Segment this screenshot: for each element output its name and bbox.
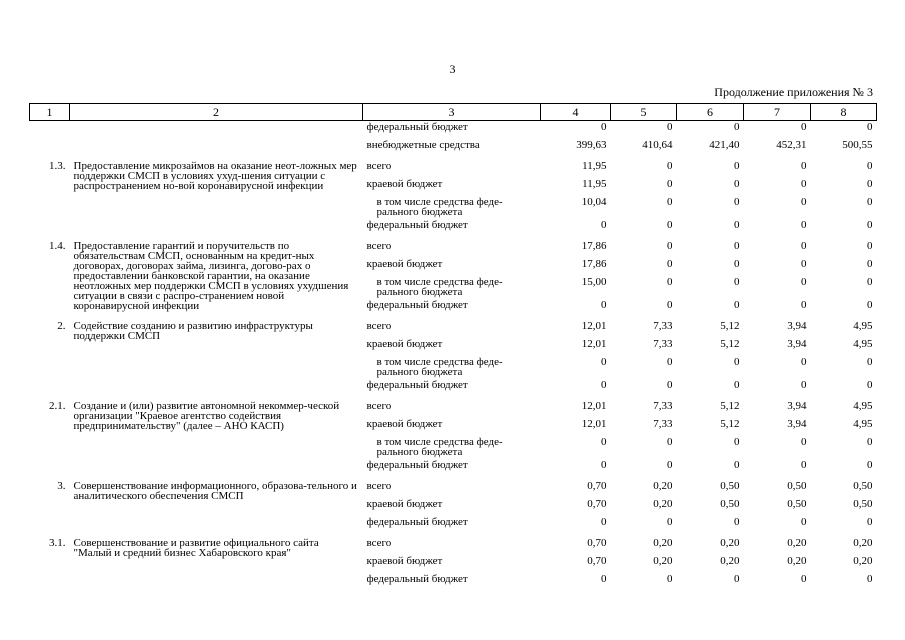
amount-cell: 5,12	[720, 338, 740, 350]
amount-cell: 0	[667, 196, 673, 208]
funding-source: всего	[366, 240, 392, 252]
amount-cell: 410,64	[642, 139, 673, 151]
funding-source: всего	[366, 480, 392, 492]
funding-source: федеральный бюджет	[366, 299, 468, 311]
column-header: 1	[30, 104, 70, 121]
funding-source: в том числе средства феде-рального бюджета	[376, 436, 503, 458]
amount-cell: 0	[734, 276, 740, 288]
amount-cell: 4,95	[853, 320, 873, 332]
amount-cell: 0	[734, 240, 740, 252]
amount-cell: 0,70	[587, 480, 607, 492]
funding-table	[29, 103, 877, 591]
amount-cell: 0	[667, 219, 673, 231]
amount-cell: 0,50	[787, 480, 807, 492]
amount-cell: 17,86	[581, 258, 607, 270]
amount-cell: 5,12	[720, 418, 740, 430]
amount-cell: 0	[867, 240, 873, 252]
amount-cell: 0	[734, 356, 740, 368]
amount-cell: 0	[867, 160, 873, 172]
item-name	[70, 139, 363, 157]
column-header: 4	[541, 104, 611, 121]
column-header: 5	[611, 104, 677, 121]
item-name: Совершенствование и развитие официального сайта "Малый и средний бизнес Хабаровского края"	[73, 537, 319, 559]
amount-cell: 0	[601, 436, 607, 448]
amount-cell: 0	[734, 379, 740, 391]
funding-source: всего	[366, 320, 392, 332]
amount-cell: 0	[667, 516, 673, 528]
amount-cell: 0	[801, 436, 807, 448]
funding-source: федеральный бюджет	[366, 573, 468, 585]
amount-cell: 3,94	[787, 418, 807, 430]
amount-cell: 0	[667, 240, 673, 252]
column-header: 3	[363, 104, 541, 121]
amount-cell: 0	[801, 459, 807, 471]
amount-cell: 0,20	[787, 537, 807, 549]
amount-cell: 0	[734, 160, 740, 172]
amount-cell: 0	[867, 459, 873, 471]
amount-cell: 0	[801, 121, 807, 133]
amount-cell: 0	[667, 258, 673, 270]
funding-source: федеральный бюджет	[366, 379, 468, 391]
amount-cell: 5,12	[720, 400, 740, 412]
amount-cell: 0	[801, 240, 807, 252]
amount-cell: 5,12	[720, 320, 740, 332]
item-name: Предоставление гарантий и поручительств по обязательствам СМСП, основанным на кредит-ных договорах, договорах займа, лизинга, догово-рах о предоставлении банковской гарантии, на оказание неотложных мер поддержки СМСП в условиях ухудшения ситуации в связи с распро-странением новой коронавирусной инфекции	[73, 240, 349, 312]
amount-cell: 0	[867, 516, 873, 528]
amount-cell: 0	[867, 299, 873, 311]
amount-cell: 0	[867, 258, 873, 270]
amount-cell: 7,33	[653, 418, 673, 430]
table-row	[30, 534, 877, 555]
amount-cell: 12,01	[581, 400, 607, 412]
amount-cell: 11,95	[582, 160, 607, 172]
page-number: 3	[449, 62, 456, 76]
funding-source: в том числе средства феде-рального бюджета	[376, 196, 503, 218]
amount-cell: 11,95	[582, 178, 607, 190]
amount-cell: 4,95	[853, 418, 873, 430]
funding-source: федеральный бюджет	[366, 516, 468, 528]
item-name: Содействие созданию и развитию инфраструктуры поддержки СМСП	[73, 320, 313, 342]
amount-cell: 0	[667, 356, 673, 368]
amount-cell: 0	[667, 459, 673, 471]
amount-cell: 0,20	[653, 555, 673, 567]
amount-cell: 0	[601, 516, 607, 528]
amount-cell: 0	[867, 379, 873, 391]
amount-cell: 0	[801, 178, 807, 190]
amount-cell: 7,33	[653, 320, 673, 332]
item-code	[30, 121, 70, 140]
amount-cell: 0	[734, 459, 740, 471]
item-code	[30, 139, 70, 157]
amount-cell: 0	[801, 160, 807, 172]
amount-cell: 0	[801, 573, 807, 585]
amount-cell: 0	[601, 356, 607, 368]
table-row	[30, 397, 877, 418]
amount-cell: 0	[601, 219, 607, 231]
funding-source: краевой бюджет	[366, 258, 443, 270]
amount-cell: 4,95	[853, 400, 873, 412]
amount-cell: 0	[801, 299, 807, 311]
table-row	[30, 317, 877, 338]
amount-cell: 0	[734, 436, 740, 448]
amount-cell: 0	[601, 459, 607, 471]
item-code: 1.3.	[49, 160, 66, 172]
column-header: 7	[744, 104, 811, 121]
amount-cell: 0	[667, 121, 673, 133]
amount-cell: 0	[867, 356, 873, 368]
amount-cell: 0	[734, 196, 740, 208]
amount-cell: 0	[601, 121, 607, 133]
amount-cell: 0	[667, 573, 673, 585]
amount-cell: 0	[801, 356, 807, 368]
funding-source: федеральный бюджет	[366, 459, 468, 471]
amount-cell: 0,70	[587, 537, 607, 549]
amount-cell: 0	[801, 516, 807, 528]
amount-cell: 0	[801, 219, 807, 231]
table-body	[30, 121, 877, 592]
amount-cell: 0,50	[853, 498, 873, 510]
amount-cell: 0	[667, 436, 673, 448]
amount-cell: 0,70	[587, 555, 607, 567]
table-row	[30, 157, 877, 178]
amount-cell: 3,94	[787, 400, 807, 412]
item-name	[70, 121, 363, 140]
amount-cell: 0	[601, 379, 607, 391]
funding-source: в том числе средства феде-рального бюджета	[376, 276, 503, 298]
amount-cell: 0	[667, 276, 673, 288]
funding-source: краевой бюджет	[366, 498, 443, 510]
amount-cell: 0,20	[653, 498, 673, 510]
amount-cell: 421,40	[709, 139, 740, 151]
funding-source: федеральный бюджет	[366, 121, 468, 133]
item-code: 1.4.	[49, 240, 66, 252]
amount-cell: 0	[867, 219, 873, 231]
item-code: 2.	[57, 320, 66, 332]
amount-cell: 0	[601, 299, 607, 311]
header-row	[30, 104, 877, 121]
amount-cell: 0,20	[720, 555, 740, 567]
column-header: 2	[70, 104, 363, 121]
table-row	[30, 139, 877, 157]
amount-cell: 0	[867, 196, 873, 208]
amount-cell: 0,20	[853, 555, 873, 567]
amount-cell: 0	[667, 160, 673, 172]
amount-cell: 0	[801, 276, 807, 288]
continuation-label: Продолжение приложения № 3	[714, 85, 873, 99]
amount-cell: 15,00	[581, 276, 607, 288]
amount-cell: 399,63	[576, 139, 607, 151]
amount-cell: 0	[601, 573, 607, 585]
amount-cell: 0	[801, 196, 807, 208]
funding-source: краевой бюджет	[366, 178, 443, 190]
amount-cell: 0	[667, 299, 673, 311]
amount-cell: 0	[734, 178, 740, 190]
amount-cell: 12,01	[581, 320, 607, 332]
item-name: Создание и (или) развитие автономной некоммер-ческой организации "Краевое агентство содействия предпринимательству" (далее – АНО КАСП)	[73, 400, 340, 432]
table-row	[30, 237, 877, 258]
amount-cell: 7,33	[653, 400, 673, 412]
amount-cell: 10,04	[581, 196, 607, 208]
column-header: 6	[677, 104, 744, 121]
amount-cell: 0	[867, 178, 873, 190]
amount-cell: 0	[734, 299, 740, 311]
amount-cell: 0	[667, 379, 673, 391]
amount-cell: 0	[734, 121, 740, 133]
amount-cell: 452,31	[776, 139, 807, 151]
amount-cell: 0,20	[853, 537, 873, 549]
amount-cell: 4,95	[853, 338, 873, 350]
amount-cell: 0,20	[653, 537, 673, 549]
amount-cell: 12,01	[581, 338, 607, 350]
item-name: Предоставление микрозаймов на оказание неот-ложных мер поддержки СМСП в условиях ухуд-шения ситуации с распространением но-вой коронавирусной инфекции	[73, 160, 357, 192]
amount-cell: 12,01	[581, 418, 607, 430]
funding-source: краевой бюджет	[366, 418, 443, 430]
amount-cell: 0	[734, 258, 740, 270]
funding-source: федеральный бюджет	[366, 219, 468, 231]
amount-cell: 0,50	[720, 498, 740, 510]
item-name: Совершенствование информационного, образова-тельного и аналитического обеспечения СМСП	[73, 480, 357, 502]
amount-cell: 0,50	[853, 480, 873, 492]
funding-source: всего	[366, 537, 392, 549]
amount-cell: 0,20	[787, 555, 807, 567]
funding-source: краевой бюджет	[366, 555, 443, 567]
amount-cell: 0	[867, 436, 873, 448]
amount-cell: 0	[734, 516, 740, 528]
amount-cell: 3,94	[787, 338, 807, 350]
amount-cell: 500,55	[842, 139, 873, 151]
amount-cell: 17,86	[581, 240, 607, 252]
amount-cell: 7,33	[653, 338, 673, 350]
funding-source: в том числе средства феде-рального бюджета	[376, 356, 503, 378]
amount-cell: 0,50	[787, 498, 807, 510]
amount-cell: 0	[867, 573, 873, 585]
column-header: 8	[811, 104, 877, 121]
amount-cell: 0	[667, 178, 673, 190]
amount-cell: 0	[734, 219, 740, 231]
funding-source: всего	[366, 400, 392, 412]
amount-cell: 0	[801, 258, 807, 270]
item-code: 3.	[57, 480, 66, 492]
amount-cell: 0,70	[587, 498, 607, 510]
table-row	[30, 477, 877, 498]
amount-cell: 0	[801, 379, 807, 391]
amount-cell: 0	[867, 276, 873, 288]
amount-cell: 0	[734, 573, 740, 585]
funding-source: внебюджетные средства	[366, 139, 480, 151]
amount-cell: 0,20	[653, 480, 673, 492]
amount-cell: 0	[867, 121, 873, 133]
amount-cell: 0,50	[720, 480, 740, 492]
amount-cell: 3,94	[787, 320, 807, 332]
funding-source: краевой бюджет	[366, 338, 443, 350]
item-code: 3.1.	[49, 537, 66, 549]
table-row	[30, 121, 877, 140]
funding-source: всего	[366, 160, 392, 172]
item-code: 2.1.	[49, 400, 66, 412]
amount-cell: 0,20	[720, 537, 740, 549]
